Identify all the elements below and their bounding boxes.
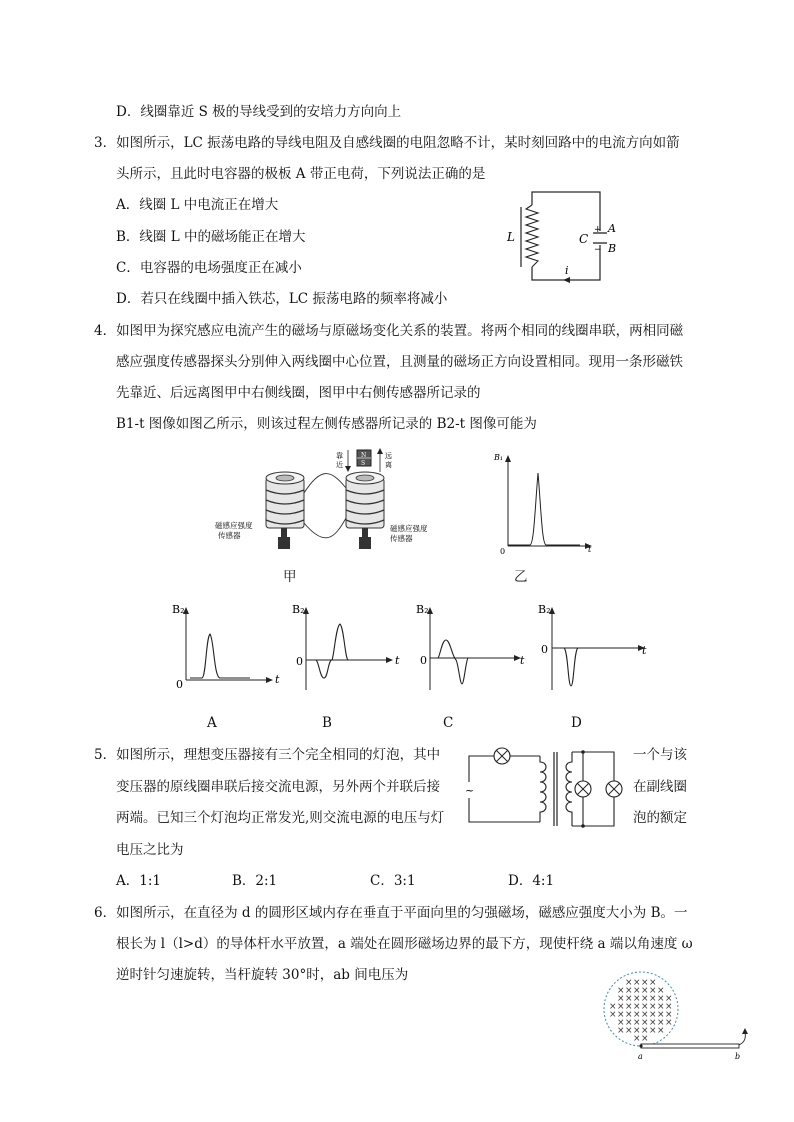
svg-text:0: 0 bbox=[541, 643, 548, 656]
svg-text:B₂: B₂ bbox=[292, 603, 305, 616]
q5-text-left3: 两端。已知三个灯泡均正常发光,则交流电源的电压与灯 bbox=[116, 810, 445, 826]
q5-text-left4: 电压之比为 bbox=[116, 842, 184, 858]
plate-a-label: A bbox=[608, 222, 616, 235]
ac-source-icon: ~ bbox=[465, 784, 475, 797]
secondary-coil bbox=[566, 752, 572, 826]
field-cross: × bbox=[625, 1010, 633, 1020]
field-cross: × bbox=[625, 986, 633, 996]
field-cross: × bbox=[649, 1002, 657, 1012]
field-cross: × bbox=[657, 1018, 665, 1028]
svg-text:t: t bbox=[642, 644, 647, 657]
field-cross: × bbox=[617, 994, 625, 1004]
option-c-label: C bbox=[443, 715, 454, 731]
svg-text:B₂: B₂ bbox=[416, 603, 429, 616]
field-cross: × bbox=[617, 986, 625, 996]
svg-text:B₁: B₁ bbox=[494, 453, 504, 462]
svg-text:传感器: 传感器 bbox=[218, 531, 241, 540]
svg-text:t: t bbox=[520, 654, 525, 667]
field-cross: × bbox=[641, 994, 649, 1004]
field-cross: × bbox=[649, 994, 657, 1004]
q5-text-left2: 变压器的原线圈串联后接交流电源，另外两个并联后接 bbox=[116, 779, 440, 795]
svg-text:N: N bbox=[361, 452, 367, 459]
apparatus-figure-jia bbox=[210, 448, 460, 553]
label-b: b bbox=[735, 1052, 741, 1061]
field-cross: × bbox=[665, 994, 673, 1004]
right-sensor-base bbox=[359, 537, 371, 549]
q6-stem-line3: 逆时针匀速旋转，当杆旋转 30°时，ab 间电压为 bbox=[116, 967, 409, 983]
field-cross: × bbox=[633, 986, 641, 996]
svg-text:0: 0 bbox=[420, 654, 427, 667]
plate-b-label: B bbox=[608, 242, 617, 255]
svg-text:t: t bbox=[395, 654, 400, 667]
q5-text-right1: 一个与该 bbox=[633, 747, 687, 763]
q3-option-c: C．电容器的电场强度正在减小 bbox=[116, 260, 302, 276]
option-d-graph bbox=[534, 598, 654, 693]
primary-coil bbox=[540, 756, 546, 822]
figure-jia-caption: 甲 bbox=[283, 569, 297, 585]
option-b-graph bbox=[288, 598, 403, 693]
svg-text:离: 离 bbox=[385, 461, 392, 469]
q6-stem-line2: 根长为 l（l>d）的导体杆水平放置，a 端处在圆形磁场边界的最下方，现使杆绕 a 端以角速度 ω bbox=[116, 936, 693, 952]
field-cross: × bbox=[649, 1018, 657, 1028]
q4-stem-line4: B1-t 图像如图乙所示，则该过程左侧传感器所记录的 B2-t 图像可能为 bbox=[116, 416, 537, 432]
field-cross: × bbox=[657, 1026, 665, 1036]
field-cross: × bbox=[609, 1002, 617, 1012]
transformer-figure bbox=[462, 738, 630, 830]
field-cross: × bbox=[641, 1034, 649, 1044]
lc-circuit-figure bbox=[495, 185, 625, 290]
svg-text:t: t bbox=[588, 545, 592, 554]
field-cross: × bbox=[625, 978, 633, 988]
q3-stem-line2: 头所示，且此时电容器的极板 A 带正电荷，下列说法正确的是 bbox=[116, 166, 486, 182]
field-cross: × bbox=[617, 1002, 625, 1012]
option-a-label: A bbox=[207, 715, 217, 731]
left-sensor-base bbox=[278, 537, 290, 549]
field-cross: × bbox=[657, 986, 665, 996]
q5-option-b: B．2:1 bbox=[232, 873, 278, 889]
field-cross: × bbox=[641, 978, 649, 988]
option-d-curve bbox=[554, 648, 612, 686]
field-cross: × bbox=[649, 1010, 657, 1020]
svg-text:t: t bbox=[275, 673, 280, 686]
field-cross: × bbox=[665, 1002, 673, 1012]
plus-sign: + bbox=[594, 225, 602, 235]
right-coil bbox=[346, 478, 384, 528]
q5-text-right3: 泡的额定 bbox=[633, 810, 687, 826]
field-cross: × bbox=[657, 994, 665, 1004]
svg-text:0: 0 bbox=[500, 547, 506, 556]
option-a-graph bbox=[168, 598, 283, 693]
q3-stem-line1: 3．如图所示，LC 振荡电路的导线电阻及自感线圈的电阻忽略不计，某时刻回路中的电流方向如箭 bbox=[94, 135, 680, 151]
field-cross: × bbox=[657, 1010, 665, 1020]
field-cross: × bbox=[625, 1002, 633, 1012]
svg-text:0: 0 bbox=[296, 655, 303, 668]
q3-option-b: B．线圈 L 中的磁场能正在增大 bbox=[116, 229, 306, 245]
svg-text:0: 0 bbox=[176, 678, 183, 691]
q5-text-right2: 在副线圈 bbox=[633, 779, 687, 795]
label-a: a bbox=[638, 1052, 643, 1061]
field-cross: × bbox=[665, 1010, 673, 1020]
field-cross: × bbox=[657, 1002, 665, 1012]
field-cross: × bbox=[641, 1018, 649, 1028]
field-cross: × bbox=[633, 978, 641, 988]
current-label: i bbox=[565, 264, 569, 277]
pivot-a bbox=[639, 1044, 642, 1047]
svg-text:传感器: 传感器 bbox=[390, 534, 413, 543]
field-cross: × bbox=[617, 1018, 625, 1028]
q4-stem-line1: 4．如图甲为探究感应电流产生的磁场与原磁场变化关系的装置。将两个相同的线圈串联，两相同磁 bbox=[94, 323, 684, 339]
field-cross: × bbox=[633, 1002, 641, 1012]
field-cross: × bbox=[625, 1026, 633, 1036]
field-cross: × bbox=[649, 978, 657, 988]
field-cross: × bbox=[641, 1002, 649, 1012]
field-cross: × bbox=[665, 1018, 673, 1028]
inductor-label: L bbox=[507, 230, 515, 244]
connecting-wire bbox=[304, 474, 346, 493]
field-cross: × bbox=[633, 1034, 641, 1044]
svg-text:远: 远 bbox=[385, 452, 392, 460]
field-cross: × bbox=[649, 986, 657, 996]
current-arrow-icon bbox=[563, 277, 570, 283]
b1-curve bbox=[508, 473, 580, 545]
q5-text-left1: 5．如图所示，理想变压器接有三个完全相同的灯泡，其中 bbox=[94, 747, 441, 763]
magnetic-field-figure bbox=[598, 968, 758, 1068]
figure-yi-caption: 乙 bbox=[514, 569, 528, 585]
q5-option-d: D．4:1 bbox=[508, 873, 555, 889]
minus-sign: − bbox=[594, 245, 602, 255]
right-sensor-label: 磁感应强度 bbox=[390, 524, 428, 533]
option-c-curve bbox=[434, 640, 498, 684]
field-cross: × bbox=[641, 1026, 649, 1036]
svg-text:靠: 靠 bbox=[336, 452, 343, 460]
q5-option-a: A．1:1 bbox=[116, 873, 161, 889]
field-cross: × bbox=[633, 994, 641, 1004]
field-cross: × bbox=[625, 1018, 633, 1028]
field-cross: × bbox=[617, 1026, 625, 1036]
q3-option-d: D．若只在线圈中插入铁芯，LC 振荡电路的频率将减小 bbox=[116, 291, 448, 307]
field-crosses bbox=[609, 978, 673, 1044]
field-cross: × bbox=[633, 1010, 641, 1020]
primary-wire bbox=[469, 756, 540, 822]
field-cross: × bbox=[633, 1026, 641, 1036]
svg-text:B₂: B₂ bbox=[538, 603, 551, 616]
field-cross: × bbox=[633, 1018, 641, 1028]
conductor-rod bbox=[641, 1044, 739, 1048]
q5-option-c: C．3:1 bbox=[370, 873, 416, 889]
q3-option-a: A．线圈 L 中电流正在增大 bbox=[116, 197, 279, 213]
field-cross: × bbox=[641, 986, 649, 996]
option-a-curve bbox=[190, 634, 250, 678]
left-coil bbox=[266, 478, 304, 528]
field-cross: × bbox=[625, 994, 633, 1004]
svg-text:B₂: B₂ bbox=[172, 603, 185, 616]
left-sensor-label: 磁感应强度 bbox=[215, 521, 253, 530]
option-c-graph bbox=[412, 598, 527, 693]
b1-t-graph-yi bbox=[490, 448, 600, 556]
q2-option-d: D．线圈靠近 S 极的导线受到的安培力方向向上 bbox=[116, 104, 402, 120]
field-cross: × bbox=[617, 1010, 625, 1020]
q4-stem-line3: 先靠近、后远离图甲中右侧线圈，图甲中右侧传感器所记录的 bbox=[116, 385, 481, 401]
field-cross: × bbox=[649, 1026, 657, 1036]
option-d-label: D bbox=[571, 715, 582, 731]
svg-text:S: S bbox=[361, 460, 366, 467]
option-b-curve bbox=[310, 624, 368, 678]
field-cross: × bbox=[641, 1010, 649, 1020]
option-b-label: B bbox=[322, 715, 332, 731]
field-cross: × bbox=[609, 1010, 617, 1020]
q6-stem-line1: 6．如图所示，在直径为 d 的圆形区域内存在垂直于平面向里的匀强磁场，磁感应强度大小为 B。一 bbox=[94, 905, 688, 921]
capacitor-label: C bbox=[579, 232, 589, 246]
q4-stem-line2: 感应强度传感器探头分别伸入两线圈中心位置，且测量的磁场正方向设置相同。现用一条形磁铁 bbox=[116, 354, 683, 370]
svg-text:近: 近 bbox=[336, 461, 343, 469]
